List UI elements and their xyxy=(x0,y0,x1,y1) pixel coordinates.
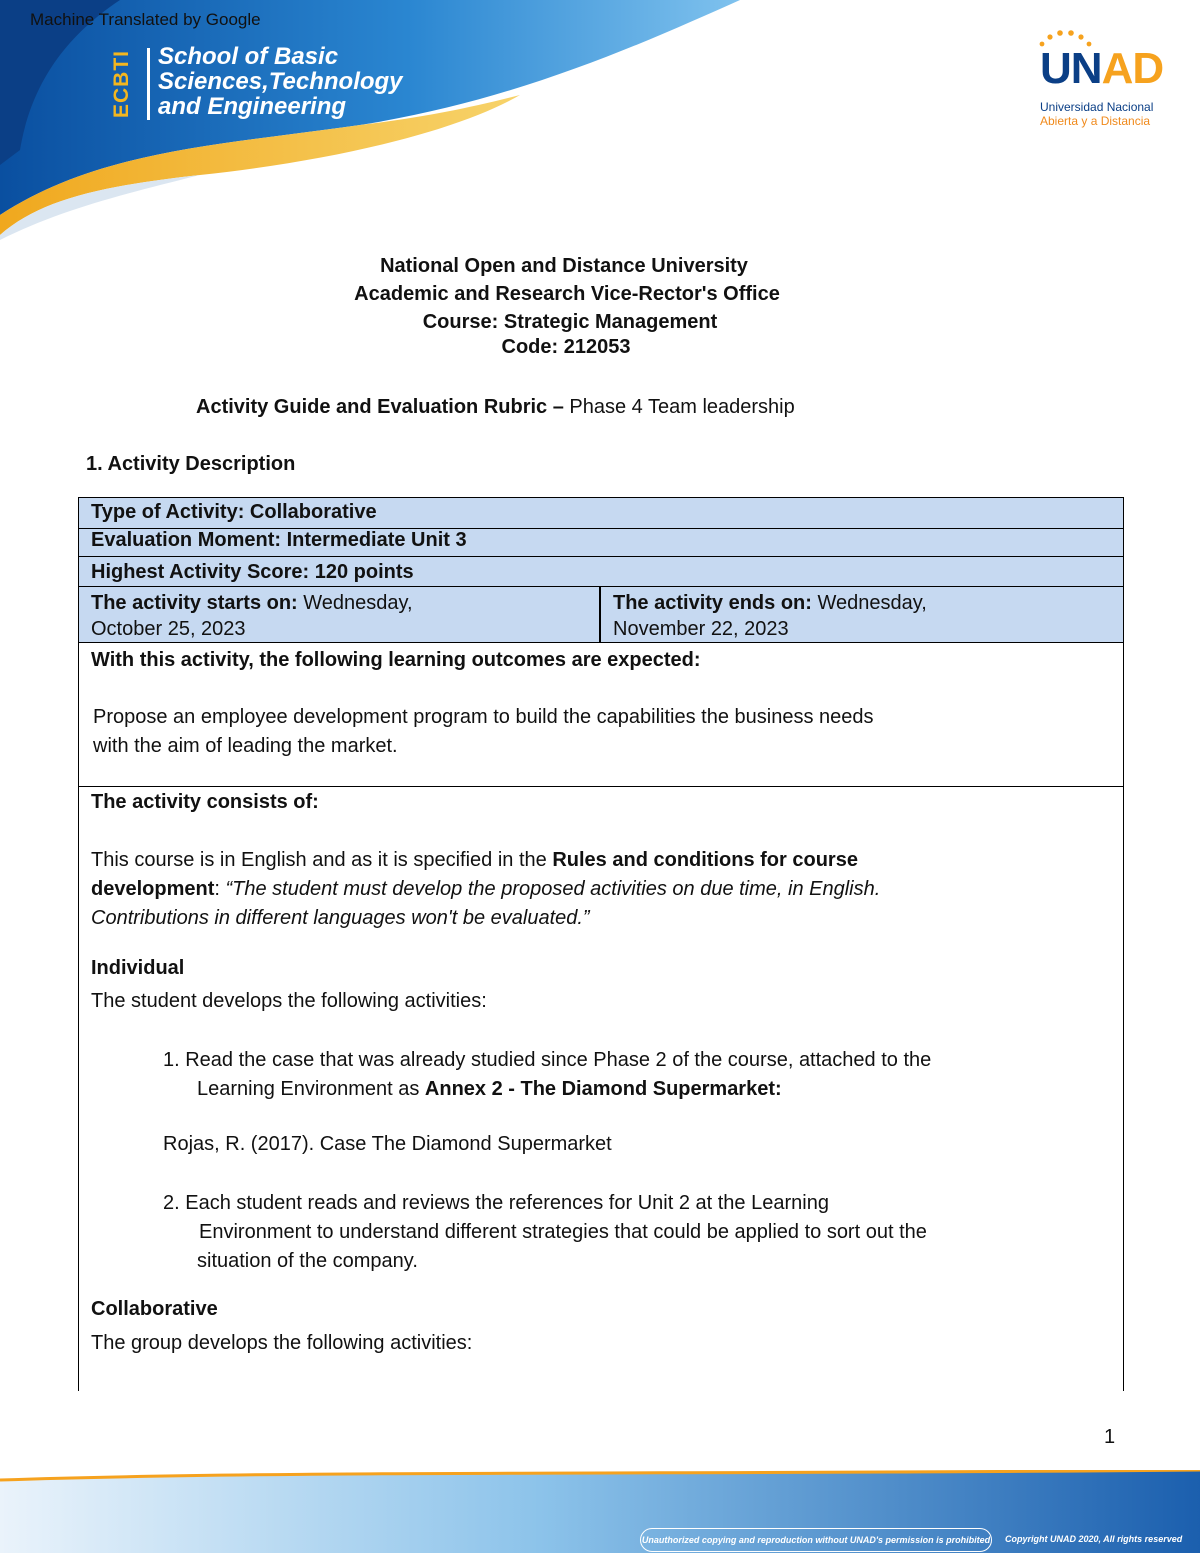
school-name xyxy=(158,44,403,119)
collaborative-subheading: The group develops the following activities: xyxy=(91,1332,473,1354)
end-label: The activity ends on: xyxy=(613,592,812,614)
individual-heading: Individual xyxy=(91,957,185,979)
code-title: Code: 212053 xyxy=(501,336,631,358)
intro-rules-bold: Rules and conditions for course xyxy=(552,849,858,871)
outcomes-text xyxy=(93,703,874,761)
annex-reference: Annex 2 - The Diamond Supermarket: xyxy=(424,1078,782,1100)
score-row xyxy=(79,556,1123,586)
outcomes-row xyxy=(79,642,1123,786)
unad-logo-word xyxy=(1040,44,1163,94)
logo-subtitle-1: Universidad Nacional xyxy=(1040,100,1154,114)
ecbti-logo-text: ECBTI xyxy=(110,50,133,118)
logo-n: N xyxy=(1070,44,1102,93)
guide-title xyxy=(196,396,795,419)
university-title: National Open and Distance University xyxy=(380,255,748,277)
end-date-cell xyxy=(613,590,927,642)
list-item-1 xyxy=(163,1046,931,1104)
section-heading: 1. Activity Description xyxy=(86,453,296,475)
end-date: November 22, 2023 xyxy=(613,618,789,640)
evaluation-moment: Evaluation Moment: Intermediate Unit 3 xyxy=(91,529,467,551)
consists-row xyxy=(79,786,1123,1391)
collaborative-heading: Collaborative xyxy=(91,1298,218,1320)
page-number: 1 xyxy=(1104,1426,1116,1448)
logo-divider xyxy=(147,48,150,120)
intro-colon: : xyxy=(214,878,226,900)
start-date: October 25, 2023 xyxy=(91,618,246,640)
item-1-text: Learning Environment as xyxy=(197,1078,425,1100)
outcomes-line-1: Propose an employee development program to build the capabilities the business needs xyxy=(93,706,874,728)
logo-ad: AD xyxy=(1101,44,1164,93)
logo-subtitle-2: Abierta y a Distancia xyxy=(1040,114,1151,128)
footer-notice: Unauthorized copying and reproduction without UNAD's permission is prohibited xyxy=(640,1528,992,1552)
intro-part-a: This course is in English and as it is specified in the xyxy=(91,849,553,871)
course-title: Course: Strategic Management xyxy=(422,311,718,333)
consists-heading: The activity consists of: xyxy=(91,791,319,813)
intro-quote-1: “The student must develop the proposed activities on due time, in English. xyxy=(225,878,881,900)
start-label: The activity starts on: xyxy=(91,592,298,614)
course-intro xyxy=(91,846,1101,933)
type-row xyxy=(79,498,1123,528)
footer-copyright: Copyright UNAD 2020, All rights reserved xyxy=(1005,1534,1183,1544)
item-2-line-3: situation of the company. xyxy=(197,1250,418,1272)
item-2-line-1: 2. Each student reads and reviews the references for Unit 2 at the Learning xyxy=(163,1192,829,1214)
guide-title-rest: Phase 4 Team leadership xyxy=(563,396,795,418)
item-1-line-1: 1. Read the case that was already studied since Phase 2 of the course, attached to the xyxy=(163,1049,932,1071)
school-line-2: Sciences,Technology xyxy=(158,68,403,95)
activity-table xyxy=(78,497,1124,1391)
school-line-1: School of Basic xyxy=(158,43,339,70)
guide-title-bold: Activity Guide and Evaluation Rubric – xyxy=(196,396,564,418)
list-item-2 xyxy=(163,1189,927,1276)
highest-score: Highest Activity Score: 120 points xyxy=(91,561,414,583)
outcomes-heading: With this activity, the following learning outcomes are expected: xyxy=(91,649,701,671)
intro-quote-2: Contributions in different languages won't be evaluated.” xyxy=(91,907,590,929)
item-2-line-2: Environment to understand different strategies that could be applied to sort out the xyxy=(199,1221,927,1243)
header-banner xyxy=(0,0,1200,240)
school-line-3: and Engineering xyxy=(158,93,347,120)
start-date-cell xyxy=(91,590,413,642)
dates-row xyxy=(79,586,1123,642)
activity-type: Type of Activity: Collaborative xyxy=(91,501,377,523)
item-1-line-2 xyxy=(163,1075,931,1104)
outcomes-line-2: with the aim of leading the market. xyxy=(93,735,398,757)
office-title: Academic and Research Vice-Rector's Office xyxy=(354,283,780,305)
case-reference: Rojas, R. (2017). Case The Diamond Supermarket xyxy=(163,1133,612,1155)
dates-divider xyxy=(599,587,601,642)
machine-translated-label: Machine Translated by Google xyxy=(30,10,261,29)
end-day: Wednesday, xyxy=(811,592,927,614)
intro-development-bold: development xyxy=(91,878,215,900)
individual-subheading: The student develops the following activities: xyxy=(91,990,487,1012)
logo-u: U xyxy=(1040,44,1071,93)
start-day: Wednesday, xyxy=(297,592,413,614)
moment-row xyxy=(79,528,1123,556)
